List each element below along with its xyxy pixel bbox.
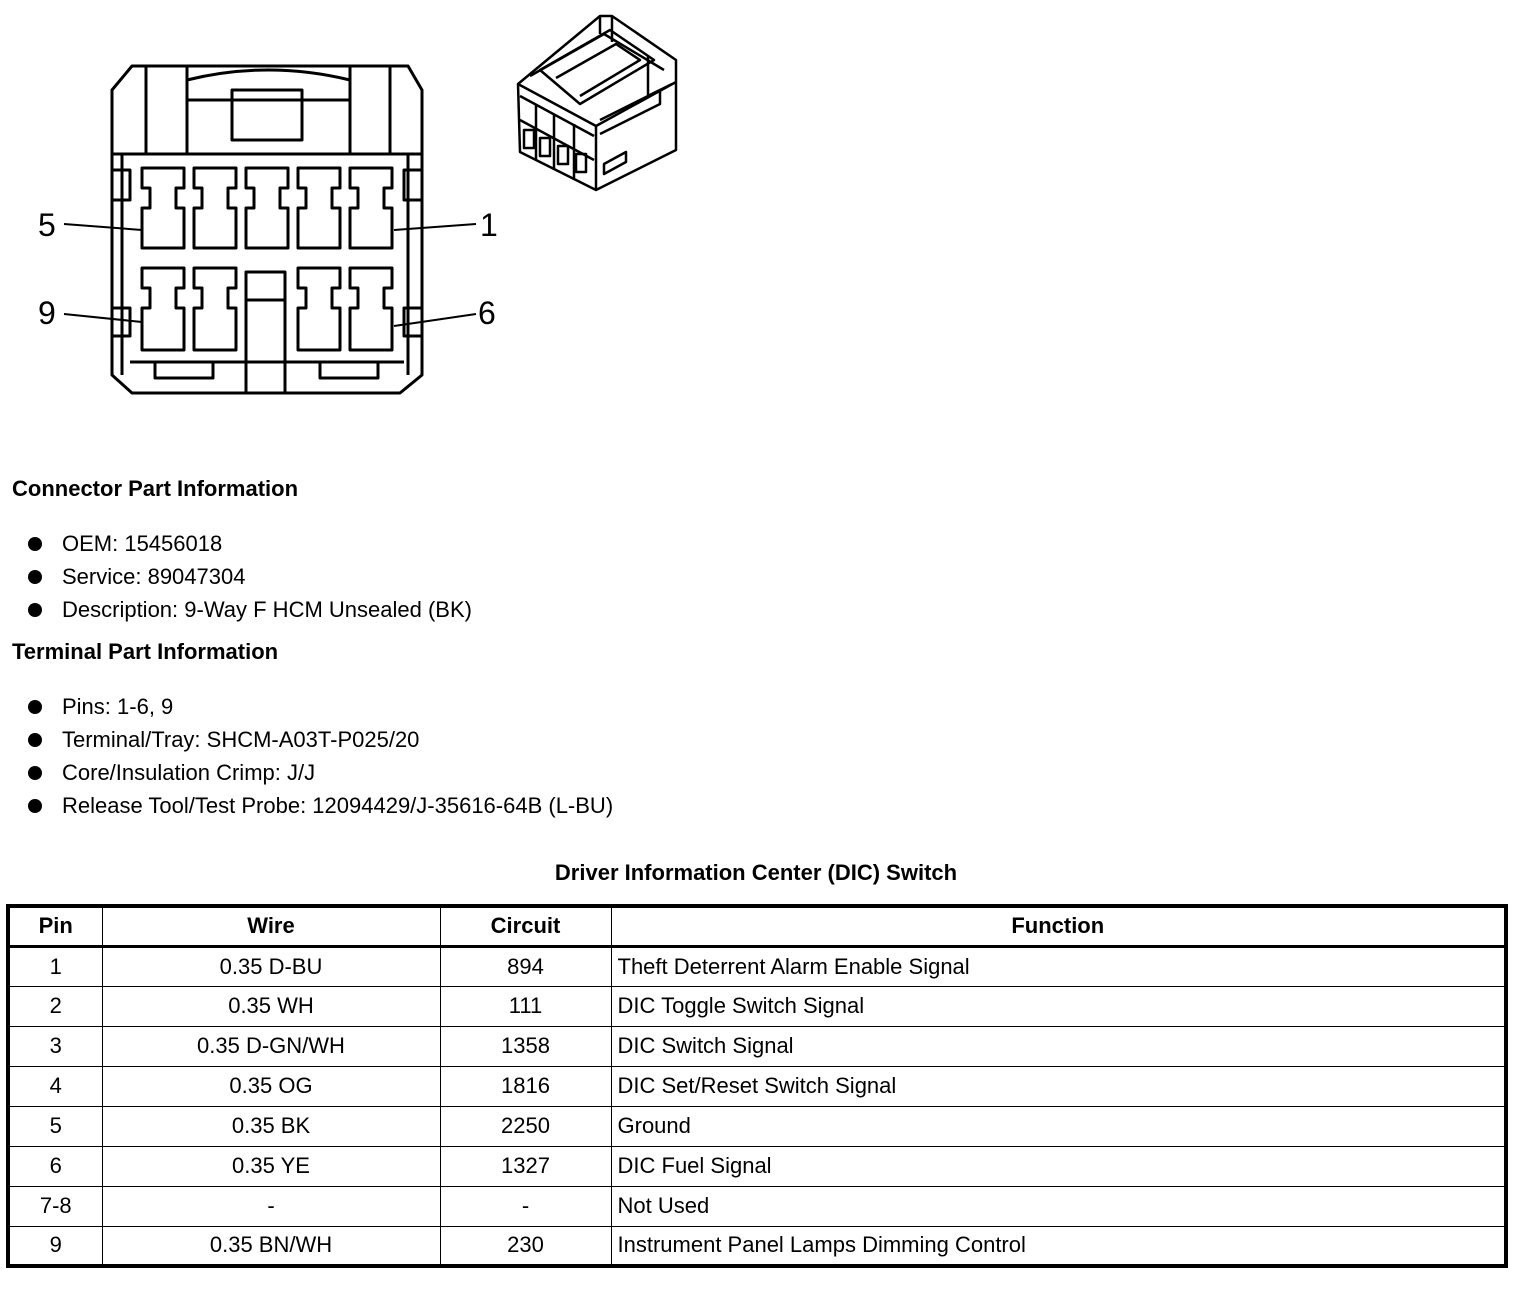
pin-label-9: 9 [38, 295, 56, 331]
connector-3d-view [518, 16, 676, 190]
table-row [8, 986, 1506, 1026]
list-item: Release Tool/Test Probe: 12094429/J-35616-64B (L-BU) [28, 789, 613, 822]
connector-info-title: Connector Part Information [12, 476, 299, 501]
cell-wire: 0.35 BN/WH [102, 1226, 440, 1266]
cell-pin: 3 [8, 1026, 102, 1066]
header-circuit: Circuit [440, 906, 611, 946]
header-pin: Pin [8, 906, 102, 946]
list-item: Description: 9-Way F HCM Unsealed (BK) [28, 593, 472, 626]
cell-wire: 0.35 D-BU [102, 946, 440, 986]
list-item: Terminal/Tray: SHCM-A03T-P025/20 [28, 723, 613, 756]
list-item: OEM: 15456018 [28, 527, 472, 560]
table-row [8, 1106, 1506, 1146]
cell-circuit: 1816 [440, 1066, 611, 1106]
cell-pin: 6 [8, 1146, 102, 1186]
cell-circuit: - [440, 1186, 611, 1226]
cell-function: DIC Toggle Switch Signal [611, 986, 1506, 1026]
list-item: Service: 89047304 [28, 560, 472, 593]
cell-function: DIC Switch Signal [611, 1026, 1506, 1066]
table-row [8, 1146, 1506, 1186]
pin-table-title: Driver Information Center (DIC) Switch [554, 860, 958, 885]
cell-function: Not Used [611, 1186, 1506, 1226]
cell-pin: 5 [8, 1106, 102, 1146]
cell-circuit: 2250 [440, 1106, 611, 1146]
cell-pin: 7-8 [8, 1186, 102, 1226]
cell-function: DIC Fuel Signal [611, 1146, 1506, 1186]
cell-function: DIC Set/Reset Switch Signal [611, 1066, 1506, 1106]
cell-pin: 9 [8, 1226, 102, 1266]
cell-wire: 0.35 WH [102, 986, 440, 1026]
connector-face [64, 66, 476, 393]
table-row [8, 1226, 1506, 1266]
cell-circuit: 894 [440, 946, 611, 986]
table-header-row [8, 906, 1506, 946]
cell-wire: 0.35 YE [102, 1146, 440, 1186]
list-item: Core/Insulation Crimp: J/J [28, 756, 613, 789]
terminal-info-list [28, 690, 613, 822]
cell-circuit: 230 [440, 1226, 611, 1266]
terminal-info-title: Terminal Part Information [12, 639, 279, 664]
header-function: Function [611, 906, 1506, 946]
cell-circuit: 1358 [440, 1026, 611, 1066]
cell-function: Ground [611, 1106, 1506, 1146]
cell-pin: 4 [8, 1066, 102, 1106]
cell-pin: 1 [8, 946, 102, 986]
table-row [8, 946, 1506, 986]
pin-label-5: 5 [38, 207, 56, 243]
pin-label-1: 1 [480, 207, 498, 243]
cell-wire: - [102, 1186, 440, 1226]
cell-wire: 0.35 OG [102, 1066, 440, 1106]
table-row [8, 1066, 1506, 1106]
cell-function: Instrument Panel Lamps Dimming Control [611, 1226, 1506, 1266]
cell-wire: 0.35 BK [102, 1106, 440, 1146]
cell-function: Theft Deterrent Alarm Enable Signal [611, 946, 1506, 986]
pin-label-6: 6 [478, 295, 496, 331]
table-row [8, 1026, 1506, 1066]
list-item: Pins: 1-6, 9 [28, 690, 613, 723]
header-wire: Wire [102, 906, 440, 946]
connector-diagram [0, 0, 720, 450]
cell-wire: 0.35 D-GN/WH [102, 1026, 440, 1066]
cell-circuit: 1327 [440, 1146, 611, 1186]
connector-info-list [28, 527, 472, 626]
cell-circuit: 111 [440, 986, 611, 1026]
cell-pin: 2 [8, 986, 102, 1026]
pin-table [6, 904, 1508, 1268]
table-row [8, 1186, 1506, 1226]
